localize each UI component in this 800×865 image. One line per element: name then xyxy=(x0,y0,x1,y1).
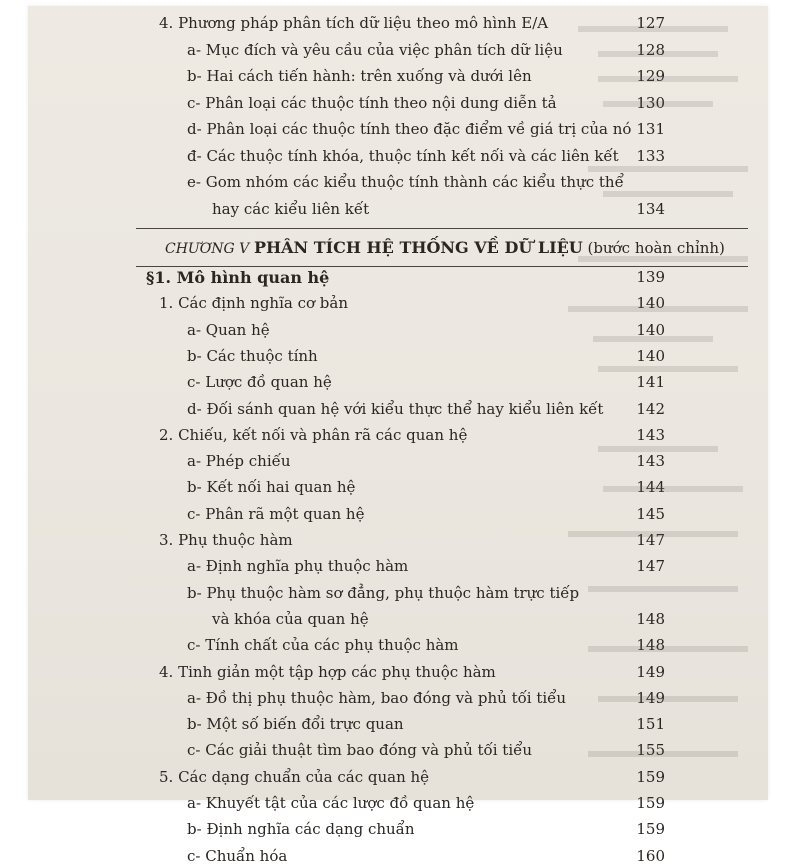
toc-entry-page: 143 xyxy=(636,452,665,471)
toc-entry-title: và khóa của quan hệ xyxy=(212,609,369,628)
toc-entry-title: b- Một số biến đổi trực quan xyxy=(187,715,404,734)
toc-entry-title: 3. Phụ thuộc hàm xyxy=(159,531,293,549)
toc-entry-title: e- Gom nhóm các kiểu thuộc tính thành các kiểu thực thể xyxy=(187,173,624,191)
toc-entry-page: 159 xyxy=(636,767,665,786)
toc-entry-page: 145 xyxy=(636,504,665,523)
divider-top xyxy=(136,228,748,229)
toc-entry-page: 147 xyxy=(636,531,665,549)
toc-entry-title: a- Quan hệ xyxy=(187,320,270,339)
toc-entry-title: §1. Mô hình quan hệ xyxy=(146,268,330,287)
toc-entry-page: 130 xyxy=(636,93,665,112)
toc-entry-title: c- Các giải thuật tìm bao đóng và phủ tối tiểu xyxy=(187,741,533,760)
toc-entry-title: d- Đối sánh quan hệ với kiểu thực thể hay kiểu liên kết xyxy=(187,399,604,418)
toc-entry-page: 149 xyxy=(636,662,665,681)
toc-entry-title: 4. Phương pháp phân tích dữ liệu theo mô hình E/A xyxy=(159,14,549,32)
toc-entry-page: 144 xyxy=(636,478,665,497)
book-page xyxy=(28,6,768,865)
toc-entry-page: 149 xyxy=(636,688,665,707)
toc-entry-page: 148 xyxy=(636,609,665,628)
toc-entry-page: 160 xyxy=(636,846,665,865)
toc-entry-page: 128 xyxy=(636,40,665,59)
toc-entry-page: 147 xyxy=(636,557,665,576)
toc-entry-title: c- Chuẩn hóa xyxy=(187,846,288,865)
toc-entry-title: a- Đồ thị phụ thuộc hàm, bao đóng và phủ tối tiểu xyxy=(187,688,567,707)
toc-entry-page: 159 xyxy=(636,794,665,812)
toc-entry-title: b- Kết nối hai quan hệ xyxy=(187,478,356,497)
toc-entry-title: b- Các thuộc tính xyxy=(187,346,318,365)
toc-entry-page: 133 xyxy=(636,146,665,165)
toc-entry-page: 134 xyxy=(636,199,665,218)
toc-entry-title: hay các kiểu liên kết xyxy=(212,199,370,218)
chapter-number: CHƯƠNG V xyxy=(165,241,250,257)
toc-entry-title: 4. Tinh giản một tập hợp các phụ thuộc hàm xyxy=(159,662,496,681)
toc-entry-title: b- Định nghĩa các dạng chuẩn xyxy=(187,820,415,839)
toc-entry-title: d- Phân loại các thuộc tính theo đặc điểm về giá trị của nó xyxy=(187,120,632,138)
toc-entry-page: 151 xyxy=(636,715,665,734)
toc-entry-title: 2. Chiếu, kết nối và phân rã các quan hệ xyxy=(159,425,468,444)
toc-entry-title: b- Phụ thuộc hàm sơ đẳng, phụ thuộc hàm trực tiếp xyxy=(187,583,580,602)
toc-entry-page: 129 xyxy=(636,67,665,85)
chapter-title: PHÂN TÍCH HỆ THỐNG VỀ DỮ LIỆU xyxy=(253,238,583,257)
toc-entry-page: 141 xyxy=(636,373,665,392)
toc-entry-title: c- Phân loại các thuộc tính theo nội dung diễn tả xyxy=(187,93,557,112)
toc-entry-page: 139 xyxy=(636,268,665,286)
toc-entry-title: a- Định nghĩa phụ thuộc hàm xyxy=(187,557,409,576)
divider-bottom xyxy=(136,266,748,267)
toc-entry-page: 148 xyxy=(636,636,665,655)
toc-entry-title: a- Mục đích và yêu cầu của việc phân tích dữ liệu xyxy=(187,40,563,59)
toc-entry-title: c- Lược đồ quan hệ xyxy=(187,373,332,392)
toc-entry-page: 140 xyxy=(636,320,665,339)
toc-entry-title: đ- Các thuộc tính khóa, thuộc tính kết nối và các liên kết xyxy=(187,146,619,165)
toc-entry-title: b- Hai cách tiến hành: trên xuống và dưới lên xyxy=(187,67,532,85)
toc-entry-page: 127 xyxy=(636,14,665,32)
toc-entry-page: 131 xyxy=(636,120,665,138)
chapter-suffix: (bước hoàn chỉnh) xyxy=(587,239,725,257)
toc-entry-title: c- Phân rã một quan hệ xyxy=(187,504,365,523)
toc-entry-title: 5. Các dạng chuẩn của các quan hệ xyxy=(159,767,430,786)
toc-entry-page: 159 xyxy=(636,820,665,839)
toc-entry-title: c- Tính chất của các phụ thuộc hàm xyxy=(187,636,459,655)
toc-entry-page: 155 xyxy=(636,741,665,760)
toc-entry-page: 142 xyxy=(636,399,665,418)
toc-entry-title: a- Khuyết tật của các lược đồ quan hệ xyxy=(187,794,475,812)
toc-entry-page: 140 xyxy=(636,346,665,365)
toc-entry-title: a- Phép chiếu xyxy=(187,452,291,471)
chapter-heading xyxy=(165,238,725,257)
toc-entry-page: 143 xyxy=(636,425,665,444)
toc-entry-page: 140 xyxy=(636,294,665,313)
toc-entry-title: 1. Các định nghĩa cơ bản xyxy=(159,294,348,313)
